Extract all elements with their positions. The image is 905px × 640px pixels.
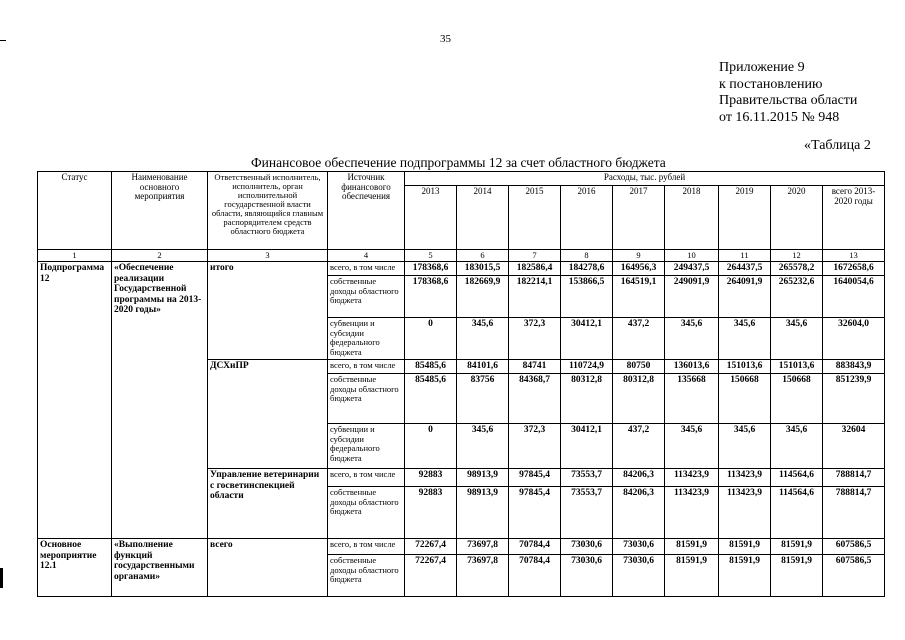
column-number: 5 [405,250,457,262]
column-number: 3 [208,250,328,262]
executor-cell: Управление ветеринарии с госветинспекцией области [208,469,328,539]
value-cell: 607586,5 [823,539,885,555]
source-cell: собственные доходы областного бюджета [328,276,405,318]
table-row [38,262,885,276]
value-cell: 70784,4 [509,539,561,555]
header-expenses: Расходы, тыс. рублей [405,172,885,186]
value-cell: 345,6 [771,424,823,469]
value-cell: 264437,5 [719,262,771,276]
value-cell: 73030,6 [613,539,665,555]
table-row [38,539,885,555]
scan-edge-mark [0,40,6,41]
column-number: 10 [665,250,719,262]
value-cell: 113423,9 [719,487,771,539]
value-cell: 73553,7 [561,469,613,487]
value-cell: 184278,6 [561,262,613,276]
value-cell: 110724,9 [561,360,613,374]
value-cell: 98913,9 [457,487,509,539]
executor-cell: итого [208,262,328,360]
value-cell: 264091,9 [719,276,771,318]
value-cell: 135668 [665,374,719,424]
header-year-total: всего 2013-2020 годы [823,186,885,250]
appendix-header [719,60,857,126]
value-cell: 98913,9 [457,469,509,487]
appendix-line: к постановлению [719,76,823,92]
value-cell: 30412,1 [561,424,613,469]
header-status: Статус [38,172,112,250]
value-cell: 84206,3 [613,469,665,487]
value-cell: 1640054,6 [823,276,885,318]
value-cell: 81591,9 [665,539,719,555]
column-number: 4 [328,250,405,262]
value-cell: 92883 [405,487,457,539]
value-cell: 345,6 [457,424,509,469]
value-cell: 80312,8 [561,374,613,424]
value-cell: 150668 [771,374,823,424]
value-cell: 1672658,6 [823,262,885,276]
value-cell: 136013,6 [665,360,719,374]
value-cell: 153866,5 [561,276,613,318]
value-cell: 345,6 [771,318,823,360]
header-year: 2020 [771,186,823,250]
header-row [38,172,885,186]
value-cell: 81591,9 [719,555,771,597]
appendix-line: Правительства области [719,93,858,108]
value-cell: 0 [405,318,457,360]
source-cell: собственные доходы областного бюджета [328,487,405,539]
table-label: «Таблица 2 [804,138,871,153]
value-cell: 81591,9 [771,555,823,597]
value-cell: 883843,9 [823,360,885,374]
value-cell: 151013,6 [771,360,823,374]
value-cell: 30412,1 [561,318,613,360]
value-cell: 72267,4 [405,555,457,597]
measure-name-cell: «Обеспечение реализации Государственной программы на 2013-2020 годы» [112,262,208,539]
value-cell: 372,3 [509,424,561,469]
header-year: 2017 [613,186,665,250]
appendix-line: от 16.11.2015 № 948 [719,109,840,125]
status-cell: Подпрограмма 12 [38,262,112,539]
column-number: 7 [509,250,561,262]
header-year: 2013 [405,186,457,250]
executor-cell: всего [208,539,328,597]
source-cell: субвенции и субсидии федерального бюджета [328,424,405,469]
value-cell: 345,6 [665,424,719,469]
value-cell: 345,6 [457,318,509,360]
value-cell: 183015,5 [457,262,509,276]
value-cell: 32604,0 [823,318,885,360]
header-source: Источник финансового обеспечения [328,172,405,250]
source-cell: собственные доходы областного бюджета [328,555,405,597]
value-cell: 372,3 [509,318,561,360]
value-cell: 70784,4 [509,555,561,597]
header-name: Наименование основного мероприятия [112,172,208,250]
value-cell: 249091,9 [665,276,719,318]
value-cell: 113423,9 [665,469,719,487]
appendix-line: Приложение 9 [719,60,805,75]
value-cell: 85485,6 [405,374,457,424]
value-cell: 164956,3 [613,262,665,276]
value-cell: 81591,9 [771,539,823,555]
financing-table [37,171,885,597]
source-cell: всего, в том числе [328,262,405,276]
value-cell: 73030,6 [561,555,613,597]
value-cell: 97845,4 [509,487,561,539]
header-executor: Ответственный исполнитель, исполнитель, орган исполнительной государственной власти области, являющийся главным распорядителем средств областного бюджета [208,172,328,250]
value-cell: 607586,5 [823,555,885,597]
value-cell: 84368,7 [509,374,561,424]
value-cell: 182586,4 [509,262,561,276]
page-number: 35 [440,33,451,45]
value-cell: 150668 [719,374,771,424]
header-year: 2016 [561,186,613,250]
value-cell: 73553,7 [561,487,613,539]
value-cell: 32604 [823,424,885,469]
value-cell: 788814,7 [823,469,885,487]
value-cell: 72267,4 [405,539,457,555]
value-cell: 80312,8 [613,374,665,424]
value-cell: 265232,6 [771,276,823,318]
source-cell: всего, в том числе [328,469,405,487]
source-cell: всего, в том числе [328,360,405,374]
value-cell: 84741 [509,360,561,374]
source-cell: собственные доходы областного бюджета [328,374,405,424]
value-cell: 345,6 [665,318,719,360]
value-cell: 113423,9 [665,487,719,539]
column-number: 2 [112,250,208,262]
value-cell: 85485,6 [405,360,457,374]
value-cell: 345,6 [719,318,771,360]
value-cell: 113423,9 [719,469,771,487]
column-number: 6 [457,250,509,262]
column-number: 9 [613,250,665,262]
table-title: Финансовое обеспечение подпрограммы 12 за счет областного бюджета [251,155,666,170]
column-number: 11 [719,250,771,262]
value-cell: 182669,9 [457,276,509,318]
measure-name-cell: «Выполнение функций государственными органами» [112,539,208,597]
value-cell: 851239,9 [823,374,885,424]
value-cell: 345,6 [719,424,771,469]
value-cell: 249437,5 [665,262,719,276]
value-cell: 84206,3 [613,487,665,539]
value-cell: 265578,2 [771,262,823,276]
header-year: 2015 [509,186,561,250]
value-cell: 80750 [613,360,665,374]
header-year: 2018 [665,186,719,250]
header-year: 2019 [719,186,771,250]
value-cell: 73030,6 [561,539,613,555]
value-cell: 437,2 [613,424,665,469]
column-number: 1 [38,250,112,262]
value-cell: 437,2 [613,318,665,360]
status-cell: Основное мероприятие 12.1 [38,539,112,597]
value-cell: 788814,7 [823,487,885,539]
value-cell: 0 [405,424,457,469]
value-cell: 83756 [457,374,509,424]
value-cell: 73697,8 [457,555,509,597]
value-cell: 182214,1 [509,276,561,318]
source-cell: всего, в том числе [328,539,405,555]
value-cell: 73030,6 [613,555,665,597]
column-number: 8 [561,250,613,262]
header-year: 2014 [457,186,509,250]
source-cell: субвенции и субсидии федерального бюджета [328,318,405,360]
value-cell: 114564,6 [771,469,823,487]
value-cell: 84101,6 [457,360,509,374]
value-cell: 73697,8 [457,539,509,555]
value-cell: 151013,6 [719,360,771,374]
column-number: 13 [823,250,885,262]
executor-cell: ДСХиПР [208,360,328,469]
column-number: 12 [771,250,823,262]
column-numbers-row [38,250,885,262]
value-cell: 164519,1 [613,276,665,318]
value-cell: 97845,4 [509,469,561,487]
value-cell: 114564,6 [771,487,823,539]
value-cell: 92883 [405,469,457,487]
scan-edge-mark [0,568,3,588]
value-cell: 178368,6 [405,262,457,276]
value-cell: 81591,9 [665,555,719,597]
value-cell: 81591,9 [719,539,771,555]
value-cell: 178368,6 [405,276,457,318]
